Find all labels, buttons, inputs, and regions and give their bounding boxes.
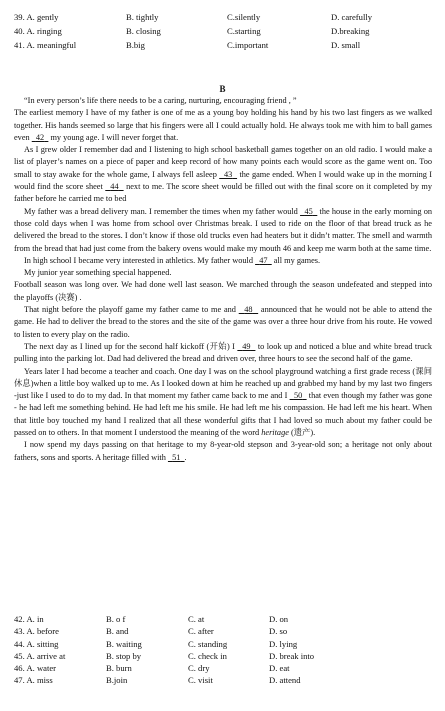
option-row-42: 42. A. in B. o f C. at D. on bbox=[14, 614, 289, 624]
blank-49[interactable]: 49 bbox=[242, 341, 251, 351]
passage bbox=[14, 95, 432, 464]
blank-45[interactable]: 45 bbox=[304, 206, 313, 216]
question-options bbox=[14, 613, 434, 687]
option-d: D. carefully bbox=[331, 12, 373, 22]
blank-43[interactable]: 43 bbox=[224, 169, 233, 179]
paragraph: The next day as I lined up for the second half kickoff (开始) I 49 to look up and noticed a blue and white bread truck pulling into the parking lot. Dad had delivered the bread and driven over, three hours to see the second half of the game. bbox=[14, 341, 432, 364]
section-title: B bbox=[219, 84, 226, 94]
paragraph: My junior year something special happened. bbox=[24, 268, 172, 278]
blank-42[interactable]: 42 bbox=[35, 132, 45, 142]
blank-50[interactable]: 50 bbox=[293, 391, 303, 401]
option-b: B.big bbox=[126, 40, 145, 50]
option-c: C.important bbox=[227, 40, 269, 50]
option-row-47: 47. A. miss B.join C. visit D. attend bbox=[14, 675, 301, 686]
paragraph: That night before the playoff game my father came to me and 48 announced that he would not be able to attend the game. He had to deliver the bread to the stores and the site of the game was over a three hour drive from his route. He vowed to listen to every play on the radio. bbox=[14, 305, 432, 339]
blank-51[interactable]: 51 bbox=[172, 452, 181, 462]
option-c: C.starting bbox=[227, 26, 261, 36]
option-d: D. small bbox=[331, 40, 361, 50]
blank-47[interactable]: 47 bbox=[259, 255, 268, 265]
paragraph: Years later I had become a teacher and coach. One day I was on the school playground watching a first grade recess (课间休息)when a little boy walked up to me. As I looked down at him he reached up and grabbed my hand by my last two fingers -just like I used to do to my dad. In that moment my father came back to me and I 50 that even though my father was gone - he had left me something behind. He had left me his smile. He had left me his compassion. He had left me his heart. When that little boy touched my hand I realized that all these wonderful gifts that I had loved so much about my father could be passed on to others. In that moment I understood the meaning of the word heritage (遗产). bbox=[14, 366, 432, 438]
option-b: B. closing bbox=[126, 26, 161, 36]
paragraph: As I grew older I remember dad and I listening to high school basketball games together on an old radio. I would make a list of player’s names on a piece of paper and keep record of how many points each would score as the game went on. Too small to stay awake for the whole game, I always fell asleep 43 the game ended. When I would wake up in the morning I would find the score sheet 44 next to me. The score sheet would be filled out with the final score on it completed by my father before he carried me to bed bbox=[14, 145, 433, 204]
paragraph: The earliest memory I have of my father is one of me as a young boy holding his hand by his two last fingers as we walked together. His hands seemed so large that his fingers were all I could actually hold. He always took me with him to ball games even 42 my young age. I will never forget that. bbox=[14, 108, 432, 142]
option-b: B. tightly bbox=[126, 12, 159, 22]
paragraph: Football season was long over. We had done well last season. We marched through the season undefeated and stepped into the playoffs (决赛) . bbox=[14, 280, 432, 302]
paragraph: I now spend my days passing on that heritage to my 8-year-old stepson and 3-year-old son; a heritage not only about fathers, sons and sports. A heritage filled with 51 . bbox=[14, 440, 432, 462]
option-row-44: 44. A. sitting B. waiting C. standing D. lying bbox=[14, 638, 298, 649]
paragraph: My father was a bread delivery man. I remember the times when my father would 45 the house in the early morning on those cold days when I was home from school over Christmas break. I used to ride on the floor of that bread truck as he delivered the bread to the stores. I don’t know if those old trucks even had heaters but it didn’t matter. The smell and warmth from the bread that had just come from the bakery ovens would make my mouth 46 and keep me warm both at the same time. bbox=[14, 206, 432, 253]
paragraph: In high school I became very interested in athletics. My father would 47 all my games. bbox=[24, 255, 321, 265]
option-a: 41. A. meaningful bbox=[14, 40, 77, 50]
option-c: C.silently bbox=[227, 12, 261, 22]
option-a: 39. A. gently bbox=[14, 12, 59, 22]
option-d: D.breaking bbox=[331, 26, 370, 36]
option-row-45: 45. A. arrive at B. stop by C. check in D. break into bbox=[14, 650, 315, 661]
blank-44[interactable]: 44 bbox=[110, 182, 119, 192]
quote-paragraph: “In every person’s life there needs to be a caring, nurturing, encouraging friend , ” bbox=[24, 96, 297, 105]
option-row-46: 46. A. water B. burn C. dry D. eat bbox=[14, 663, 290, 674]
option-a: 40. A. ringing bbox=[14, 26, 62, 36]
option-row-43: 43. A. before B. and C. after D. so bbox=[14, 626, 288, 637]
blank-48[interactable]: 48 bbox=[244, 305, 253, 315]
